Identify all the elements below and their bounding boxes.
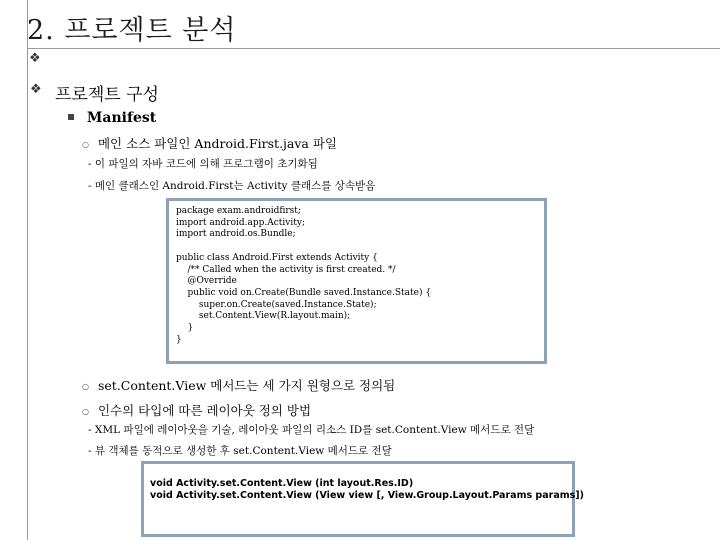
title-underline bbox=[27, 48, 720, 49]
bullet-text: 메인 소스 파일인 Android.First.java 파일 bbox=[97, 136, 338, 151]
signature-text: void Activity.set.Content.View (int layout.Res.ID) void Activity.set.Content.View (View view [, View.Group.Layout.Params params]) bbox=[150, 478, 584, 501]
section-label: Manifest bbox=[86, 110, 157, 126]
code-box bbox=[166, 198, 547, 364]
diamond-checker-icon: ❖ bbox=[29, 51, 41, 66]
small-circle-bullet-icon: ○ bbox=[82, 140, 89, 149]
heading-row bbox=[30, 80, 159, 105]
sub-item: - 메인 클래스인 Android.First는 Activity 클래스를 상속받음 bbox=[88, 180, 376, 192]
sub-item: - 이 파일의 자바 코드에 의해 프로그램이 초기화됨 bbox=[88, 158, 318, 170]
diamond-checker-icon: ❖ bbox=[30, 82, 42, 97]
bullet-text: set.Content.View 메서드는 세 가지 원형으로 정의됨 bbox=[97, 378, 396, 393]
square-bullet-icon bbox=[68, 114, 74, 120]
sub-item: - 뷰 객체를 동적으로 생성한 후 set.Content.View 메서드로 전달 bbox=[88, 445, 392, 457]
bullet-item bbox=[82, 401, 311, 419]
bullet-text: 인수의 타입에 따른 레이아웃 정의 방법 bbox=[97, 403, 312, 418]
heading-text: 프로젝트 구성 bbox=[55, 85, 159, 105]
sub-item: - XML 파일에 레이아웃을 기술, 레이아웃 파일의 리소스 ID를 set.Content.View 메서드로 전달 bbox=[88, 424, 535, 436]
bullet-item bbox=[82, 134, 337, 152]
code-text: package exam.androidfirst; import android.app.Activity; import android.os.Bundle; public class Android.First extends Activity { /** Called when the activity is first created. */ @Override public void on.Create(Bundle saved.Instance.State) { super.on.Create(saved.Instance.State); set.Content.View(R.layout.main); } } bbox=[176, 206, 432, 345]
small-circle-bullet-icon: ○ bbox=[82, 382, 89, 391]
left-vertical-rule bbox=[27, 0, 28, 540]
signature-box bbox=[141, 461, 584, 537]
section-row bbox=[68, 110, 156, 126]
bullet-item bbox=[82, 376, 395, 394]
slide-title: 2. 프로젝트 분석 bbox=[27, 15, 237, 46]
small-circle-bullet-icon: ○ bbox=[82, 407, 89, 416]
